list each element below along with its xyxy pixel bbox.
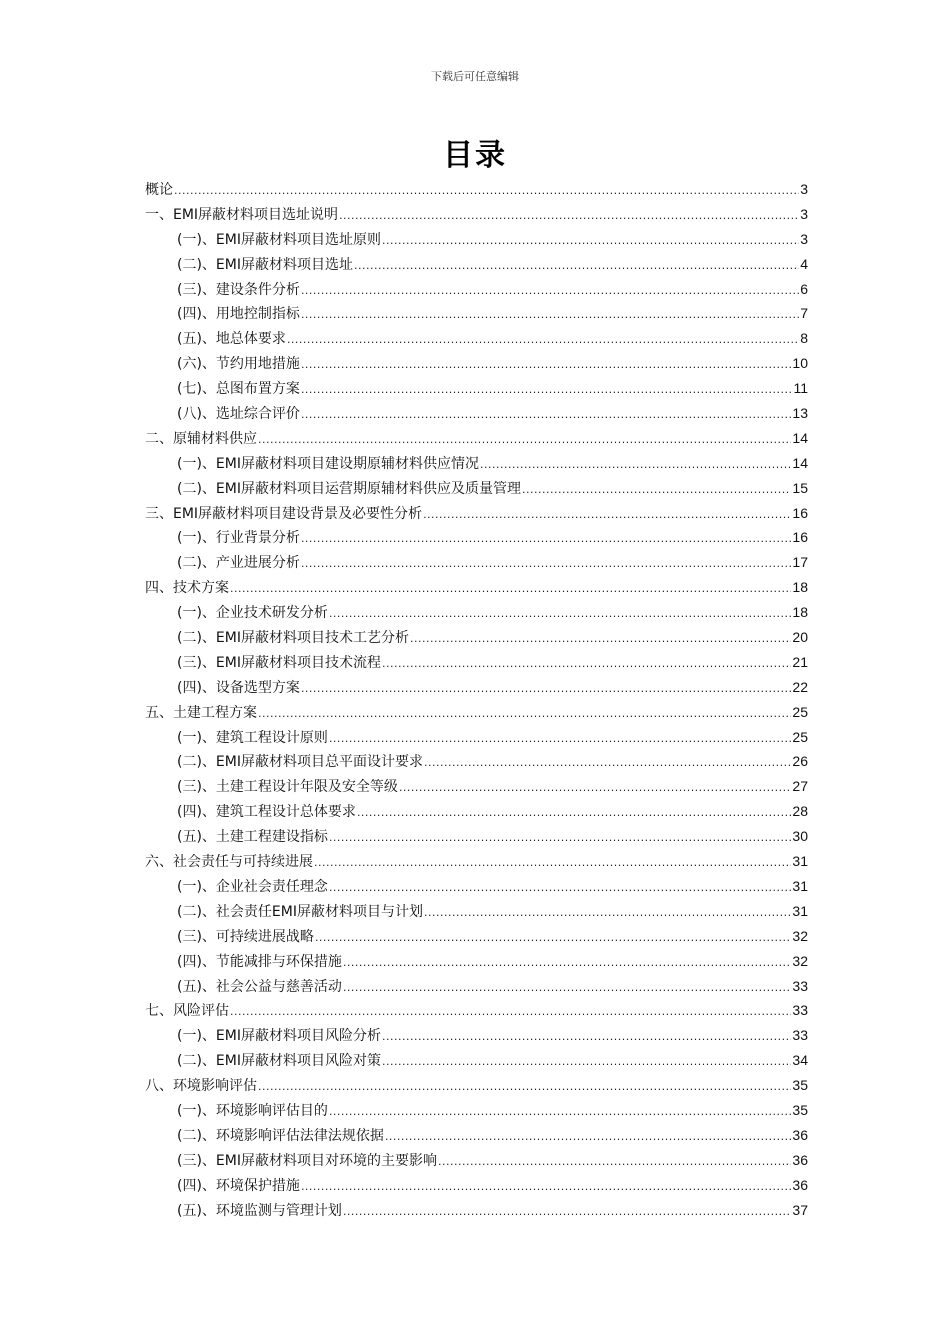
toc-entry-label: (三)、EMI屏蔽材料项目技术流程 (177, 654, 381, 671)
toc-entry-label: (四)、节能减排与环保措施 (177, 953, 342, 970)
toc-entry-page: 15 (792, 479, 808, 496)
toc-entry[interactable] (145, 899, 808, 924)
toc-entry[interactable] (145, 1148, 808, 1173)
toc-entry[interactable] (145, 525, 808, 550)
toc-leader-dots (382, 1050, 791, 1075)
toc-entry-page: 36 (792, 1151, 808, 1168)
toc-entry-page: 35 (792, 1101, 808, 1118)
toc-entry[interactable] (145, 725, 808, 750)
toc-entry-label: 概论 (145, 182, 173, 198)
toc-entry[interactable] (145, 575, 808, 600)
toc-leader-dots (315, 926, 791, 951)
toc-leader-dots (354, 254, 799, 279)
toc-leader-dots (343, 951, 791, 976)
toc-entry-page: 7 (800, 305, 808, 322)
toc-entry-label: (一)、EMI屏蔽材料项目风险分析 (177, 1028, 381, 1045)
toc-entry-page: 35 (792, 1077, 808, 1094)
toc-entry[interactable] (145, 1123, 808, 1148)
toc-entry-page: 34 (792, 1052, 808, 1069)
toc-entry[interactable] (145, 401, 808, 426)
toc-entry-label: (二)、EMI屏蔽材料项目选址 (177, 256, 353, 273)
toc-entry[interactable] (145, 252, 808, 277)
toc-entry-page: 25 (792, 703, 808, 720)
toc-leader-dots (339, 204, 799, 229)
toc-entry[interactable] (145, 177, 808, 202)
toc-entry-page: 33 (792, 1027, 808, 1044)
toc-entry-label: (一)、行业背景分析 (177, 530, 300, 547)
toc-entry-page: 14 (792, 429, 808, 446)
toc-entry[interactable] (145, 849, 808, 874)
toc-leader-dots (385, 1125, 791, 1150)
toc-leader-dots (382, 1025, 791, 1050)
toc-entry-page: 14 (792, 454, 808, 471)
toc-leader-dots (301, 403, 791, 428)
toc-entry-label: (四)、环境保护措施 (177, 1177, 300, 1194)
toc-entry-page: 16 (792, 504, 808, 521)
toc-entry[interactable] (145, 949, 808, 974)
toc-leader-dots (424, 901, 791, 926)
toc-entry[interactable] (145, 550, 808, 575)
toc-entry-label: 二、原辅材料供应 (145, 430, 257, 447)
toc-entry-page: 13 (792, 405, 808, 422)
toc-leader-dots (329, 602, 791, 627)
toc-entry-label: 四、技术方案 (145, 580, 229, 597)
toc-leader-dots (343, 1200, 791, 1225)
toc-leader-dots (314, 851, 791, 876)
toc-leader-dots (301, 677, 791, 702)
toc-entry[interactable] (145, 277, 808, 302)
toc-entry[interactable] (145, 202, 808, 227)
toc-entry-label: (五)、地总体要求 (177, 331, 286, 348)
toc-leader-dots (174, 179, 799, 204)
toc-entry-page: 17 (792, 554, 808, 571)
toc-entry[interactable] (145, 1173, 808, 1198)
toc-entry[interactable] (145, 476, 808, 501)
toc-entry[interactable] (145, 774, 808, 799)
page-title: 目录 (443, 138, 507, 173)
toc-leader-dots (357, 801, 791, 826)
toc-entry-page: 33 (792, 1002, 808, 1019)
toc-leader-dots (287, 328, 799, 353)
toc-entry-page: 22 (792, 678, 808, 695)
toc-entry[interactable] (145, 1098, 808, 1123)
toc-entry-label: (一)、EMI屏蔽材料项目选址原则 (177, 231, 381, 248)
toc-entry-label: 六、社会责任与可持续进展 (145, 854, 313, 871)
toc-entry-page: 16 (792, 529, 808, 546)
toc-entry-label: (三)、建设条件分析 (177, 281, 300, 298)
toc-entry[interactable] (145, 600, 808, 625)
toc-entry-page: 20 (792, 629, 808, 646)
toc-leader-dots (258, 428, 791, 453)
toc-entry-label: (二)、EMI屏蔽材料项目技术工艺分析 (177, 630, 409, 647)
toc-leader-dots (258, 1075, 791, 1100)
toc-entry-page: 33 (792, 977, 808, 994)
toc-entry-label: 一、EMI屏蔽材料项目选址说明 (145, 206, 339, 223)
toc-entry-page: 30 (792, 828, 808, 845)
toc-entry[interactable] (145, 376, 808, 401)
toc-entry[interactable] (145, 451, 808, 476)
toc-entry-page: 32 (792, 927, 808, 944)
toc-entry[interactable] (145, 227, 808, 252)
toc-entry[interactable] (145, 974, 808, 999)
toc-leader-dots (329, 826, 791, 851)
toc-entry[interactable] (145, 326, 808, 351)
toc-entry-label: (二)、环境影响评估法律法规依据 (177, 1127, 384, 1144)
toc-entry-label: (一)、企业社会责任理念 (177, 878, 328, 895)
toc-entry[interactable] (145, 824, 808, 849)
toc-leader-dots (438, 1150, 791, 1175)
toc-entry[interactable] (145, 749, 808, 774)
toc-entry-label: (二)、EMI屏蔽材料项目总平面设计要求 (177, 754, 423, 771)
toc-leader-dots (424, 751, 791, 776)
toc-entry[interactable] (145, 799, 808, 824)
toc-entry[interactable] (145, 1073, 808, 1098)
toc-leader-dots (410, 627, 791, 652)
toc-entry[interactable] (145, 675, 808, 700)
toc-entry-label: 五、土建工程方案 (145, 704, 257, 721)
toc-entry-page: 36 (792, 1126, 808, 1143)
toc-entry-page: 4 (800, 255, 808, 272)
toc-entry-page: 18 (792, 579, 808, 596)
toc-leader-dots (480, 453, 791, 478)
toc-entry-label: (四)、用地控制指标 (177, 306, 300, 323)
toc-entry[interactable] (145, 1198, 808, 1223)
toc-leader-dots (522, 478, 791, 503)
toc-entry[interactable] (145, 1048, 808, 1073)
toc-entry[interactable] (145, 998, 808, 1023)
toc-entry-label: (二)、EMI屏蔽材料项目运营期原辅材料供应及质量管理 (177, 480, 521, 497)
toc-leader-dots (230, 577, 791, 602)
toc-entry[interactable] (145, 1023, 808, 1048)
toc-entry-page: 28 (792, 803, 808, 820)
toc-entry[interactable] (145, 501, 808, 526)
toc-entry-label: (一)、EMI屏蔽材料项目建设期原辅材料供应情况 (177, 455, 479, 472)
toc-entry-label: 三、EMI屏蔽材料项目建设背景及必要性分析 (145, 505, 423, 522)
page-header: 下载后可任意编辑 (431, 70, 519, 83)
toc-entry-label: (五)、环境监测与管理计划 (177, 1202, 342, 1219)
toc-entry-page: 11 (793, 380, 808, 397)
toc-leader-dots (382, 652, 791, 677)
toc-leader-dots (301, 279, 799, 304)
toc-entry-label: (五)、社会公益与慈善活动 (177, 978, 342, 995)
toc-entry-label: (四)、设备选型方案 (177, 679, 300, 696)
toc-entry-label: (八)、选址综合评价 (177, 406, 300, 423)
toc-leader-dots (329, 876, 791, 901)
toc-entry-page: 26 (792, 753, 808, 770)
toc-entry-label: (一)、建筑工程设计原则 (177, 729, 328, 746)
toc-leader-dots (329, 1100, 791, 1125)
toc-leader-dots (329, 727, 791, 752)
toc-entry-page: 3 (800, 205, 808, 222)
toc-leader-dots (301, 1175, 791, 1200)
toc-leader-dots (382, 229, 799, 254)
toc-entry[interactable] (145, 426, 808, 451)
toc-entry-label: (四)、建筑工程设计总体要求 (177, 804, 356, 821)
toc-leader-dots (301, 303, 799, 328)
toc-leader-dots (343, 976, 791, 1001)
toc-entry-page: 6 (800, 280, 808, 297)
toc-entry-page: 8 (800, 330, 808, 347)
toc-entry-label: (三)、土建工程设计年限及安全等级 (177, 779, 398, 796)
toc-entry-page: 3 (800, 230, 808, 247)
toc-entry-label: (六)、节约用地措施 (177, 356, 300, 373)
toc-entry-label: (七)、总图布置方案 (177, 381, 300, 398)
toc-entry-page: 37 (792, 1201, 808, 1218)
toc-leader-dots (423, 503, 791, 528)
toc-entry[interactable] (145, 625, 808, 650)
toc-leader-dots (230, 1000, 791, 1025)
toc-leader-dots (258, 702, 791, 727)
toc-entry-label: (三)、可持续进展战略 (177, 928, 314, 945)
toc-entry-label: (二)、社会责任EMI屏蔽材料项目与计划 (177, 903, 423, 920)
toc-entry-page: 31 (792, 902, 808, 919)
toc-entry-page: 18 (792, 604, 808, 621)
toc-entry[interactable] (145, 301, 808, 326)
toc-entry-label: (五)、土建工程建设指标 (177, 829, 328, 846)
toc-entry-label: (一)、环境影响评估目的 (177, 1102, 328, 1119)
toc-entry-label: 七、风险评估 (145, 1003, 229, 1020)
toc-entry-page: 31 (792, 877, 808, 894)
toc-entry[interactable] (145, 351, 808, 376)
toc-entry-page: 32 (792, 952, 808, 969)
toc-entry-page: 36 (792, 1176, 808, 1193)
toc-entry-page: 10 (792, 355, 808, 372)
toc-entry[interactable] (145, 700, 808, 725)
toc-entry-page: 21 (792, 653, 808, 670)
toc-entry-label: (二)、产业进展分析 (177, 555, 300, 572)
toc-entry[interactable] (145, 924, 808, 949)
toc-entry-label: 八、环境影响评估 (145, 1078, 257, 1095)
table-of-contents (145, 177, 808, 1222)
toc-entry[interactable] (145, 874, 808, 899)
toc-leader-dots (399, 776, 791, 801)
toc-entry-page: 25 (792, 728, 808, 745)
toc-leader-dots (301, 552, 791, 577)
toc-entry-page: 27 (792, 778, 808, 795)
toc-leader-dots (301, 378, 793, 403)
toc-entry-label: (三)、EMI屏蔽材料项目对环境的主要影响 (177, 1152, 437, 1169)
toc-entry[interactable] (145, 650, 808, 675)
toc-entry-label: (一)、企业技术研发分析 (177, 605, 328, 622)
toc-leader-dots (301, 527, 791, 552)
toc-leader-dots (301, 353, 791, 378)
toc-entry-label: (二)、EMI屏蔽材料项目风险对策 (177, 1053, 381, 1070)
toc-entry-page: 3 (800, 181, 808, 197)
toc-entry-page: 31 (792, 853, 808, 870)
